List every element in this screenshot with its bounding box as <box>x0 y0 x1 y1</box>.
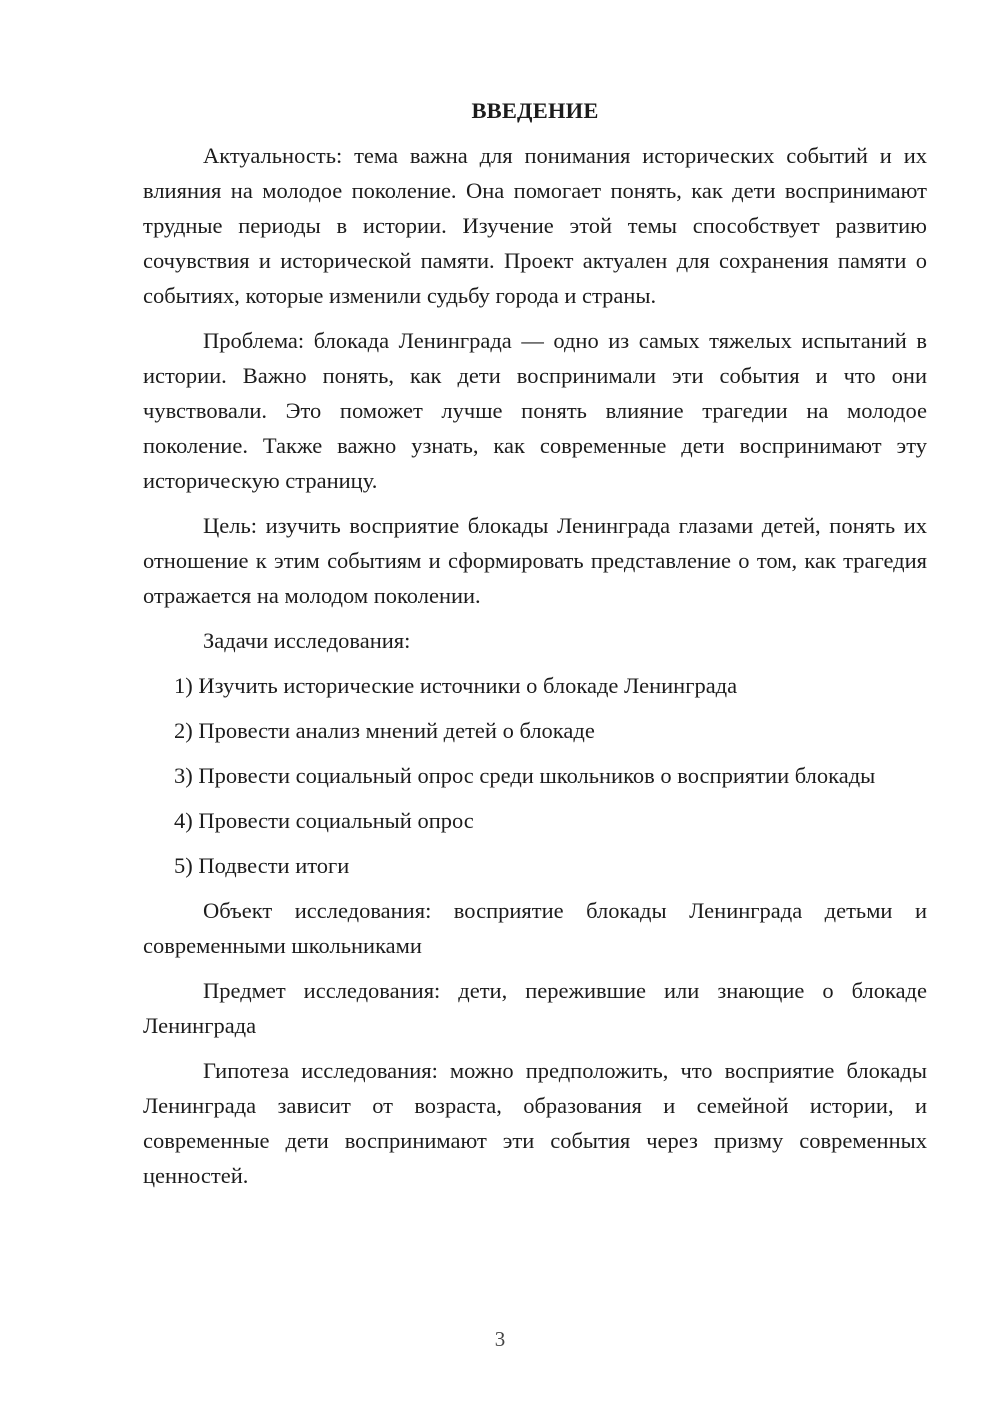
tasks-list <box>143 668 927 883</box>
paragraph-goal: Цель: изучить восприятие блокады Ленинграда глазами детей, понять их отношение к этим событиям и сформировать представление о том, как трагедия отражается на молодом поколении. <box>143 513 927 608</box>
paragraph-object: Объект исследования: восприятие блокады Ленинграда детьми и современными школьниками <box>143 898 927 958</box>
task-item-2: 2) Провести анализ мнений детей о блокаде <box>174 718 595 743</box>
paragraph-hypothesis: Гипотеза исследования: можно предположить, что восприятие блокады Ленинграда зависит от возраста, образования и семейной истории, и современные дети воспринимают эти события через призму современных ценностей. <box>143 1058 927 1188</box>
paragraph-problem: Проблема: блокада Ленинграда — одно из самых тяжелых испытаний в истории. Важно понять, как дети воспринимали эти события и что они чувствовали. Это поможет лучше понять влияние трагедии на молодое поколение. Также важно узнать, как современные дети воспринимают эту историческую страницу. <box>143 328 927 493</box>
paragraph-subject: Предмет исследования: дети, пережившие или знающие о блокаде Ленинграда <box>143 978 927 1038</box>
task-item-1: 1) Изучить исторические источники о блокаде Ленинграда <box>174 673 738 698</box>
section-heading: ВВЕДЕНИЕ <box>471 98 599 123</box>
tasks-title: Задачи исследования: <box>203 628 411 653</box>
task-item-4: 4) Провести социальный опрос <box>174 808 474 833</box>
task-item-3: 3) Провести социальный опрос среди школьников о восприятии блокады <box>174 763 876 788</box>
page-number: 3 <box>494 1327 506 1351</box>
paragraph-relevance: Актуальность: тема важна для понимания исторических событий и их влияния на молодое поколение. Она помогает понять, как дети воспринимают трудные периоды в истории. Изучение этой темы способствует развитию сочувствия и исторической памяти. Проект актуален для сохранения памяти о событиях, которые изменили судьбу города и страны. <box>143 143 927 308</box>
task-item-5: 5) Подвести итоги <box>174 853 350 878</box>
